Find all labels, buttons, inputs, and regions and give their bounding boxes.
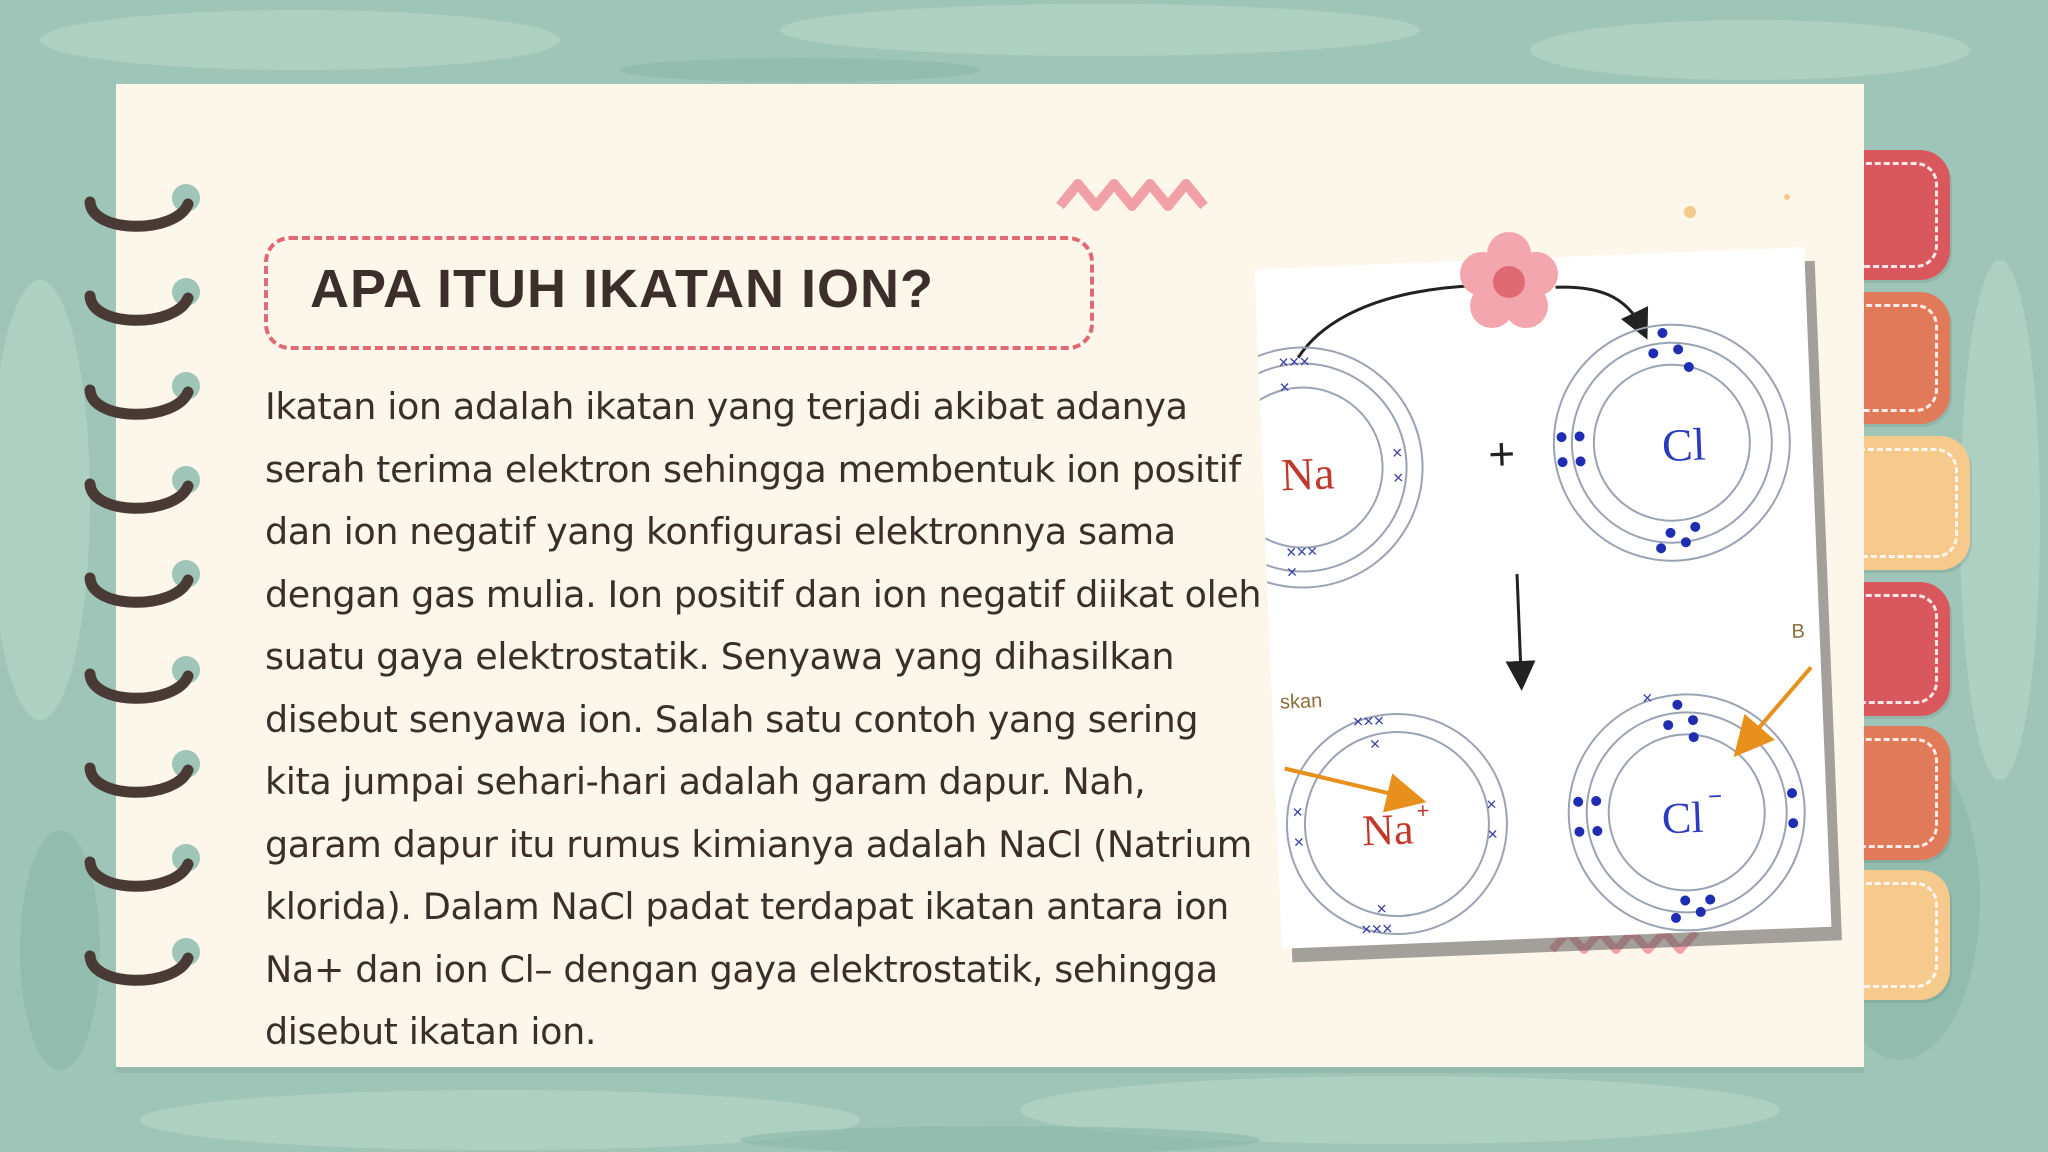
zigzag-decoration-icon (1056, 166, 1216, 216)
svg-text:×××: ××× (1285, 541, 1318, 563)
svg-text:×: × (1485, 794, 1498, 815)
svg-text:×××: ××× (1360, 918, 1394, 940)
svg-text:×: × (1392, 467, 1404, 488)
spiral-ring-icon (80, 352, 210, 422)
svg-text:×: × (1369, 733, 1381, 755)
svg-text:×: × (1487, 824, 1499, 845)
na-label: Na (1279, 447, 1336, 501)
body-paragraph: Ikatan ion adalah ikatan yang terjadi akibat adanya serah terima elektron sehingga membentuk ion positif dan ion negatif yang konfigurasi elektronnya sama dengan gas mulia. Ion positif dan ion negatif diikat oleh suatu gaya elektrostatik. Senyawa yang dihasilkan disebut senyawa ion. Salah satu contoh yang sering kita jumpai sehari-hari adalah garam dapur. Nah, garam dapur itu rumus kimianya adalah NaCl (Natrium klorida). Dalam NaCl padat terdapat ikatan antara ion Na+ dan ion Cl– dengan gaya elektrostatik, sehingga disebut ikatan ion. (265, 385, 1262, 1053)
spiral-ring-icon (80, 446, 210, 516)
spiral-ring-icon (80, 540, 210, 610)
svg-text:×: × (1375, 898, 1388, 919)
cl-label: Cl (1660, 418, 1707, 472)
cl-ion-charge: − (1707, 782, 1723, 811)
svg-text:×: × (1293, 831, 1305, 853)
na-ion-charge: + (1415, 797, 1430, 824)
spiral-ring-icon (80, 636, 210, 706)
ionic-bond-diagram (1255, 247, 1832, 949)
svg-text:×: × (1286, 561, 1298, 583)
fragment-text-left: skan (1279, 689, 1323, 714)
index-tab-3 (1850, 436, 1970, 570)
cl-ion-label: Cl (1660, 792, 1705, 844)
spiral-ring-icon (80, 164, 210, 234)
fragment-text-right: B (1791, 620, 1806, 644)
svg-text:×××: ××× (1277, 351, 1311, 373)
svg-text:×××: ××× (1352, 710, 1385, 732)
spiral-ring-icon (80, 824, 210, 894)
dot-decoration (1784, 194, 1790, 200)
slide-title: APA ITUH IKATAN ION? (310, 259, 934, 319)
svg-text:×: × (1291, 801, 1304, 823)
dot-decoration (1684, 206, 1696, 218)
na-ion-label: Na (1361, 804, 1415, 856)
spiral-ring-icon (80, 730, 210, 800)
svg-text:×: × (1641, 687, 1654, 709)
flower-pin-icon (1454, 226, 1564, 336)
spiral-ring-icon (80, 258, 210, 328)
svg-text:×: × (1391, 442, 1403, 463)
spiral-ring-icon (80, 918, 210, 988)
svg-text:×: × (1278, 376, 1291, 398)
plus-sign: + (1487, 427, 1517, 481)
